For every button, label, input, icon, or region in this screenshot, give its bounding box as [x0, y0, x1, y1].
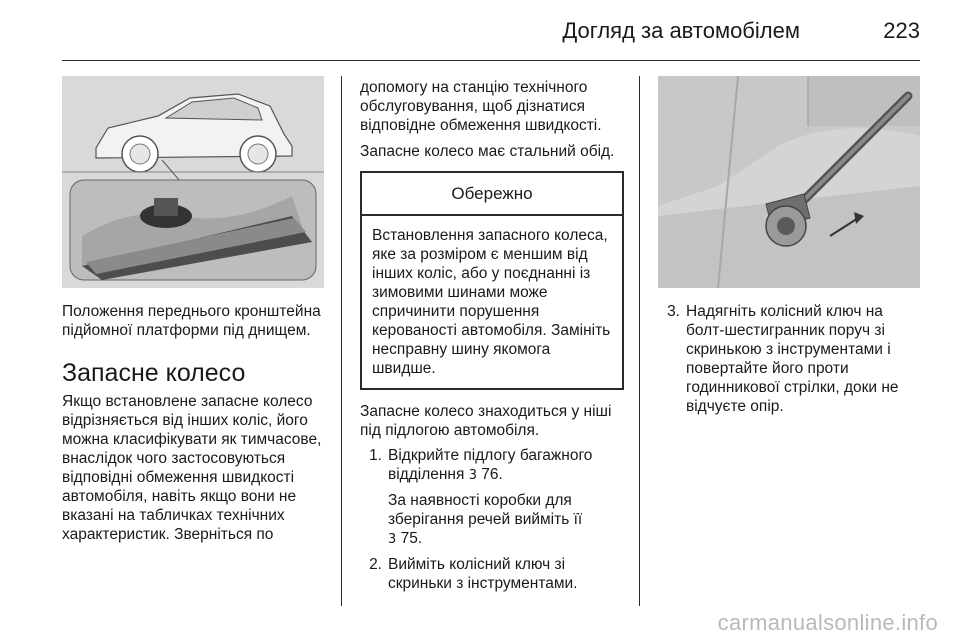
figure-caption: Положення переднього кронштейна підйомної платформи під днищем.: [62, 303, 321, 339]
column-divider-left: [341, 76, 342, 606]
section-heading: Запасне колесо: [62, 359, 246, 387]
caution-box: [360, 171, 624, 390]
page-ref: 75.: [400, 530, 423, 547]
middle-column: [360, 78, 624, 599]
spare-wheel-paragraph: Якщо встановлене запасне колесо відрізняється від інших коліс, його можна класифікувати як тимчасове, внаслідок чого застосовуються відповідні обмеження швидкості автомобіля, навіть якщо вони не вказані на табличках технічних характеристик. Зверніться по: [62, 393, 322, 543]
list-item: 2. Вийміть колісний ключ зі скриньки з інструментами.: [369, 556, 578, 592]
page-ref-icon: 3: [388, 532, 397, 547]
page-ref-icon: 3: [468, 468, 477, 483]
steps-list: [360, 446, 624, 593]
rim-note: Запасне колесо має стальний обід.: [360, 143, 615, 160]
continuation-paragraph: допомогу на станцію технічного обслуговування, щоб дізнатися відповідне обмеження швидкості.: [360, 79, 602, 134]
header-rule: [62, 60, 920, 61]
steps-list: [658, 302, 920, 416]
list-item: 1. Відкрийте підлогу багажного відділення 3 76. За наявності коробки для зберігання речей вийміть її 3 75.: [369, 447, 593, 547]
car-lift-illustration: [62, 76, 324, 288]
right-column: [658, 302, 920, 422]
page-number: 223: [883, 18, 920, 43]
caution-body: Встановлення запасного колеса, яке за розміром є меншим від інших коліс, або у поєднанні із зимовими шинами може спричинити порушення керованості автомобіля. Замініть несправну шину якомога швидше.: [372, 227, 611, 377]
page-header-title: Догляд за автомобілем: [562, 18, 800, 43]
list-item: 3. Надягніть колісний ключ на болт-шестигранник поруч зі скринькою з інструментами і повертайте його проти годинникової стрілки, доки не відчуєте опір.: [667, 303, 899, 415]
left-column: [62, 302, 330, 544]
location-paragraph: Запасне колесо знаходиться у ніші під підлогою автомобіля.: [360, 403, 612, 439]
watermark: carmanualsonline.info: [717, 610, 938, 635]
column-divider-right: [639, 76, 640, 606]
wheel-wrench-illustration: [658, 76, 920, 288]
caution-title: Обережно: [362, 173, 622, 216]
page-ref: 76.: [481, 466, 503, 483]
